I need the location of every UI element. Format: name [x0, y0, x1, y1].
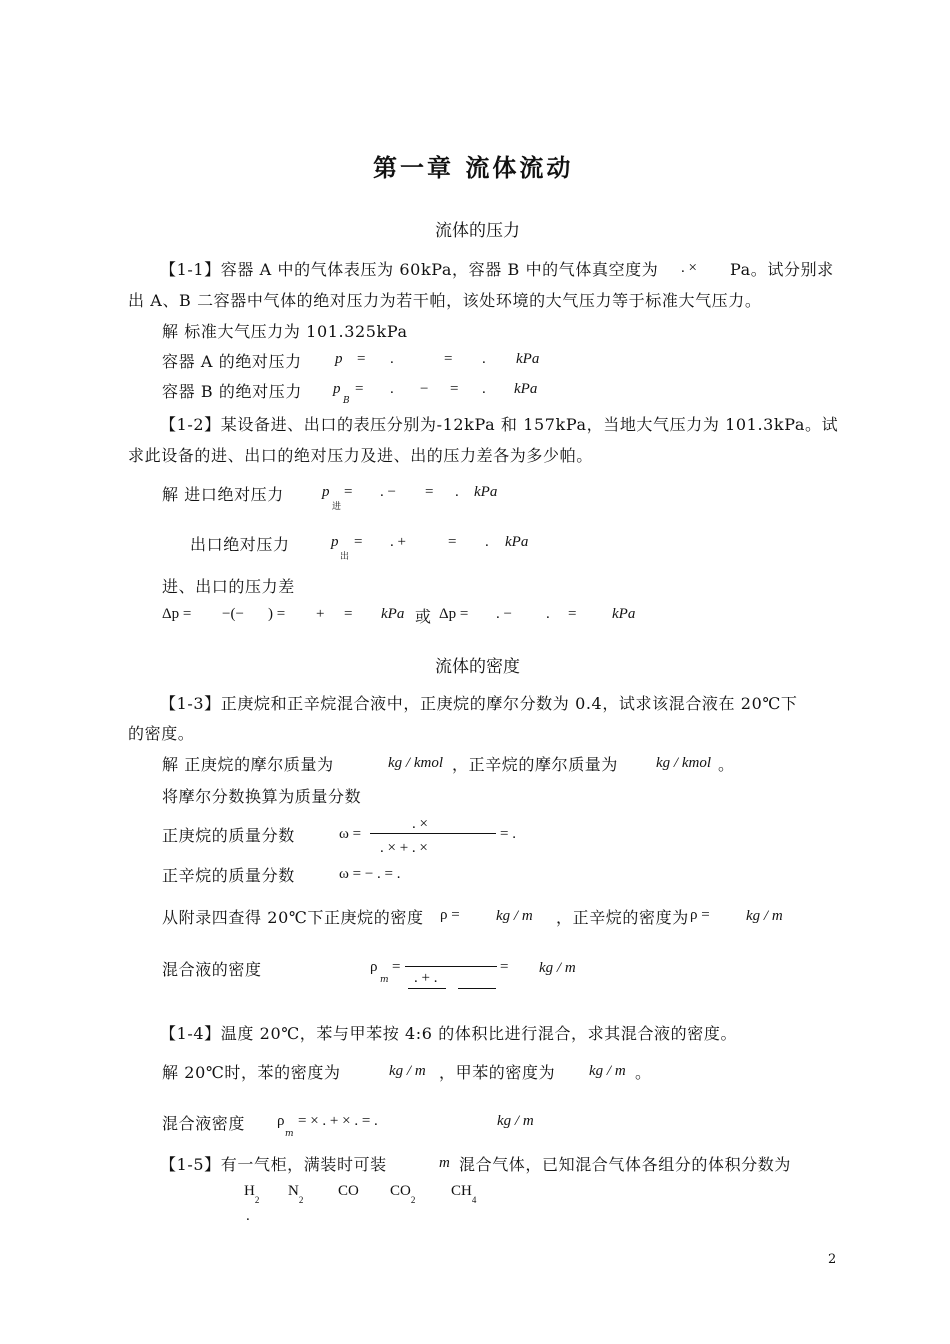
- density-lookup-text: ，正辛烷的密度为: [556, 908, 689, 927]
- label-mass-fraction-octane: 正辛烷的质量分数: [162, 866, 295, 885]
- math-subscript: 出: [340, 552, 350, 562]
- gas-h2: [244, 1183, 260, 1205]
- fraction-denominator: . × + . ×: [380, 840, 428, 856]
- gas-co2: [390, 1183, 416, 1205]
- problem-1-5-line1: [160, 1152, 387, 1175]
- math-unit: kPa: [474, 484, 498, 500]
- math-unit: kPa: [516, 351, 540, 367]
- fraction-numerator: . ×: [412, 816, 428, 832]
- math-fragment: =: [444, 351, 453, 367]
- problem-1-1-line1: [160, 257, 658, 280]
- gas-symbol: CH: [451, 1183, 472, 1199]
- gas-subscript: 2: [254, 1195, 260, 1205]
- math-fragment: =: [392, 959, 401, 975]
- math-unit: kg / m: [497, 1113, 534, 1129]
- math-fragment: .: [455, 484, 459, 500]
- math-symbol: p: [322, 484, 330, 500]
- math-unit: kPa: [381, 606, 405, 622]
- math-fragment: =: [450, 381, 459, 397]
- math-fragment: . −: [380, 484, 396, 500]
- page-number: 2: [828, 1252, 837, 1267]
- math-fragment: −: [420, 381, 429, 397]
- math-subscript: B: [343, 396, 350, 406]
- math-unit: kg / kmol: [656, 755, 711, 771]
- problem-tag: 【1-2】: [160, 415, 221, 434]
- math-unit: kg / m: [746, 908, 783, 924]
- math-fragment: =: [500, 959, 509, 975]
- problem-1-3-line2: 的密度。: [128, 724, 195, 743]
- gas-ch4: [451, 1183, 477, 1205]
- math-unit: kg / m: [389, 1063, 426, 1079]
- problem-tag: 【1-5】: [160, 1155, 221, 1174]
- math-fragment: +: [316, 606, 325, 622]
- gas-subscript: 2: [298, 1195, 304, 1205]
- gas-co: [338, 1183, 359, 1200]
- math-fragment: = × . + × . = .: [298, 1113, 378, 1129]
- conjunction-or: 或: [415, 607, 432, 626]
- problem-1-3-line1: [160, 691, 797, 714]
- solution-line: 解 标准大气压力为 101.325kPa: [162, 322, 408, 341]
- section-heading-density: 流体的密度: [435, 657, 520, 677]
- math-symbol: p: [331, 534, 339, 550]
- math-subscript: m: [380, 975, 389, 985]
- math-fragment: ρ =: [440, 907, 460, 923]
- math-fragment: = .: [500, 826, 516, 842]
- solution-line: 解 正庚烷的摩尔质量为: [162, 755, 334, 774]
- label-mass-fraction-heptane: 正庚烷的质量分数: [162, 826, 295, 845]
- math-fragment: .: [482, 381, 486, 397]
- solution-line: 解 20℃时，苯的密度为: [162, 1063, 341, 1082]
- gas-n2: [288, 1183, 304, 1205]
- problem-text: 温度 20℃，苯与甲苯按 4:6 的体积比进行混合，求其混合液的密度。: [220, 1024, 738, 1043]
- math-fragment: ρ =: [690, 907, 710, 923]
- label-outlet: 出口绝对压力: [190, 535, 290, 554]
- math-fragment: =: [448, 534, 457, 550]
- math-fragment: . −: [496, 606, 512, 622]
- math-subscript: 进: [332, 502, 342, 512]
- solution-text: ，甲苯的密度为: [439, 1063, 556, 1082]
- chapter-title: 第一章 流体流动: [373, 153, 574, 182]
- problem-text: Pa。试分别求: [730, 260, 834, 279]
- label-mixture-density: 混合液密度: [162, 1114, 246, 1133]
- math-unit: kg / kmol: [388, 755, 443, 771]
- gas-symbol: H: [244, 1183, 255, 1199]
- problem-text: 某设备进、出口的表压分别为-12kPa 和 157kPa，当地大气压力为 101.3kPa。试: [220, 415, 839, 434]
- math-fragment: ω = − . = .: [339, 866, 401, 882]
- label-mixture-density: 混合液的密度: [162, 960, 262, 979]
- fraction-bar-inner: [458, 988, 496, 989]
- problem-1-1-line2: 出 A、B 二容器中气体的绝对压力为若干帕，该处环境的大气压力等于标准大气压力。: [128, 291, 762, 310]
- math-fragment: . +: [390, 534, 406, 550]
- gas-subscript: 4: [471, 1195, 477, 1205]
- gas-subscript: 2: [410, 1195, 416, 1205]
- math-fragment: −(−: [222, 606, 244, 622]
- label-container-b: 容器 B 的绝对压力: [162, 382, 302, 401]
- gas-symbol: CO: [390, 1183, 411, 1199]
- label-container-a: 容器 A 的绝对压力: [162, 352, 302, 371]
- fraction-denominator: . + .: [414, 970, 438, 986]
- math-fragment: ω =: [339, 826, 362, 842]
- math-fragment: =: [357, 351, 366, 367]
- problem-text: 容器 A 中的气体表压为 60kPa，容器 B 中的气体真空度为: [220, 260, 659, 279]
- fraction-bar: [405, 966, 497, 967]
- math-fragment: .: [390, 351, 394, 367]
- math-symbol: p: [333, 381, 341, 397]
- math-fragment: .: [246, 1208, 250, 1224]
- math-fragment: .: [390, 381, 394, 397]
- section-heading-pressure: 流体的压力: [435, 221, 520, 241]
- problem-1-2-line2: 求此设备的进、出口的绝对压力及进、出的压力差各为多少帕。: [128, 446, 593, 465]
- math-unit: kg / m: [589, 1063, 626, 1079]
- math-fragment: =: [568, 606, 577, 622]
- math-fragment: Δp =: [439, 606, 469, 622]
- problem-tag: 【1-1】: [160, 260, 221, 279]
- math-fragment: .: [485, 534, 489, 550]
- problem-1-4-line1: [160, 1021, 737, 1044]
- math-fragment: Δp =: [162, 606, 192, 622]
- math-fragment: .: [482, 351, 486, 367]
- problem-text: 有一气柜，满装时可装: [220, 1155, 387, 1174]
- math-unit: kPa: [514, 381, 538, 397]
- label-pressure-difference: 进、出口的压力差: [162, 577, 295, 596]
- gas-symbol: N: [288, 1183, 299, 1199]
- math-fragment: . ×: [681, 260, 697, 276]
- fraction-bar-inner: [408, 988, 446, 989]
- label-inlet: 解 进口绝对压力: [162, 485, 284, 504]
- problem-tag: 【1-4】: [160, 1024, 221, 1043]
- density-lookup-text: 从附录四查得 20℃下正庚烷的密度: [162, 908, 424, 927]
- math-fragment: =: [344, 606, 353, 622]
- problem-tag: 【1-3】: [160, 694, 221, 713]
- solution-text: 。: [718, 755, 735, 774]
- problem-text: 正庚烷和正辛烷混合液中，正庚烷的摩尔分数为 0.4，试求该混合液在 20℃下: [220, 694, 798, 713]
- math-unit: kg / m: [496, 908, 533, 924]
- math-fragment: =: [355, 381, 364, 397]
- math-symbol: ρ: [277, 1113, 285, 1129]
- math-fragment: =: [425, 484, 434, 500]
- solution-line: 将摩尔分数换算为质量分数: [162, 787, 362, 806]
- math-fragment: ) =: [268, 606, 286, 622]
- math-fragment: =: [344, 484, 353, 500]
- problem-text: 混合气体，已知混合气体各组分的体积分数为: [459, 1155, 792, 1174]
- fraction-bar: [370, 833, 496, 834]
- problem-1-2-line1: [160, 412, 838, 435]
- solution-text: 。: [635, 1063, 652, 1082]
- math-unit: kg / m: [539, 960, 576, 976]
- math-unit: kPa: [612, 606, 636, 622]
- gas-symbol: CO: [338, 1183, 359, 1199]
- math-symbol: p: [335, 351, 343, 367]
- math-symbol: ρ: [370, 959, 378, 975]
- math-fragment: .: [546, 606, 550, 622]
- math-unit: m: [439, 1155, 450, 1171]
- math-subscript: m: [285, 1129, 294, 1139]
- math-unit: kPa: [505, 534, 529, 550]
- math-fragment: =: [354, 534, 363, 550]
- solution-text: ，正辛烷的摩尔质量为: [452, 755, 619, 774]
